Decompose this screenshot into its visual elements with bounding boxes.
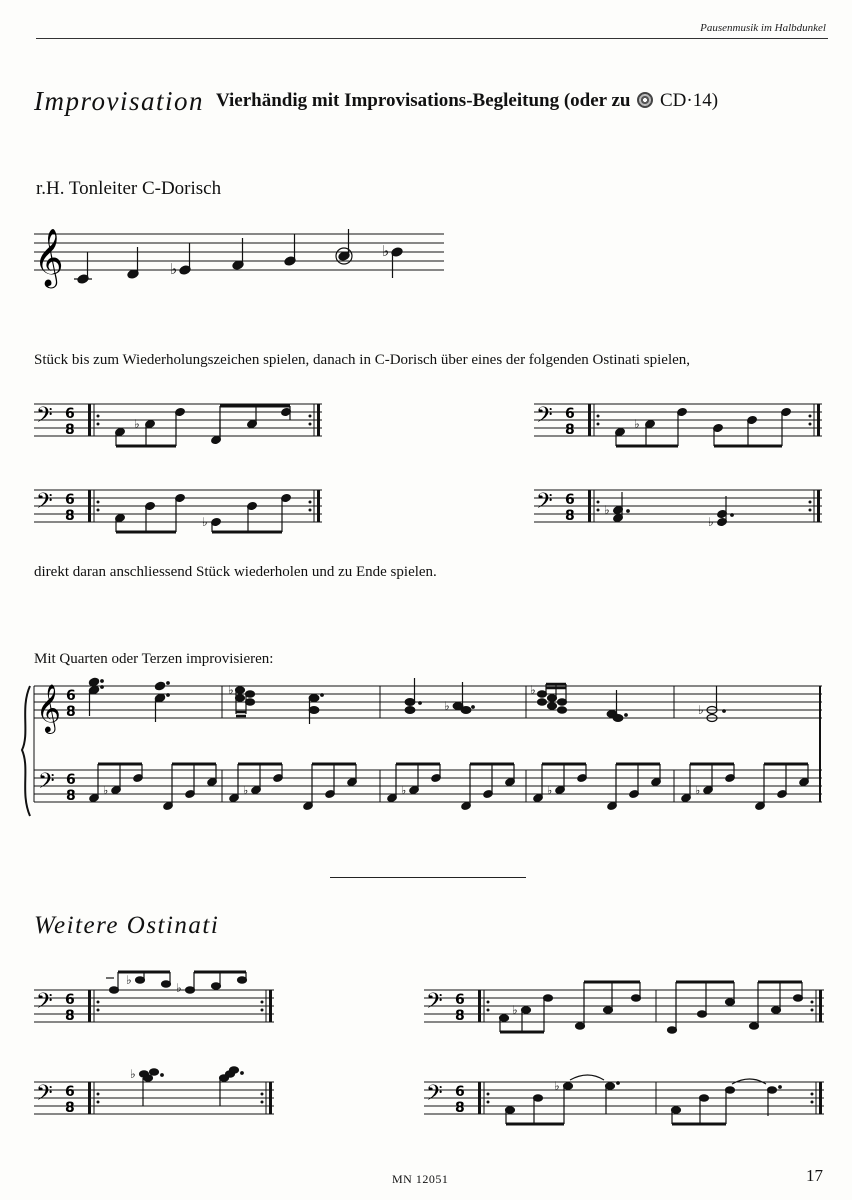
scale-staff — [30, 222, 450, 292]
flat-icon: ♭ — [382, 242, 390, 260]
running-title: Pausenmusik im Halbdunkel — [700, 22, 826, 34]
svg-text:♭: ♭ — [134, 417, 140, 431]
example-heading: Mit Quarten oder Terzen improvisieren: — [34, 651, 274, 667]
time-signature: 8 — [65, 1100, 75, 1116]
bass-clef-icon: 𝄢 — [36, 1081, 53, 1111]
ostinato-staff — [530, 486, 830, 536]
time-signature: 6 — [455, 1084, 465, 1100]
brace-icon — [22, 686, 30, 816]
svg-text:♭: ♭ — [530, 683, 536, 697]
ostinato-staff — [420, 986, 830, 1036]
time-signature: 8 — [66, 704, 76, 720]
time-signature: 6 — [455, 992, 465, 1008]
instruction-after: direkt daran anschliessend Stück wiederholen und zu Ende spielen. — [34, 564, 437, 580]
time-signature: 8 — [565, 422, 575, 438]
time-signature: 8 — [65, 422, 75, 438]
time-signature: 8 — [65, 508, 75, 524]
section-title-improvisation: Improvisation — [34, 86, 204, 116]
time-signature: 6 — [65, 1084, 75, 1100]
bass-clef-icon: 𝄢 — [536, 489, 553, 519]
bass-clef-icon: 𝄢 — [36, 403, 53, 433]
svg-text:♭: ♭ — [634, 417, 640, 431]
improvisation-subtitle — [216, 90, 718, 112]
flat-icon: ♭ — [547, 785, 553, 797]
ostinato-staff — [30, 486, 330, 536]
time-signature: 6 — [66, 772, 76, 788]
page-number: 17 — [806, 1166, 823, 1185]
flat-icon: ♭ — [170, 260, 178, 278]
time-signature: 8 — [565, 508, 575, 524]
subtitle-main: Vierhändig mit Improvisations-Begleitung (oder zu — [216, 90, 631, 111]
bass-clef-icon: 𝄢 — [536, 403, 553, 433]
svg-text:♭: ♭ — [604, 503, 610, 517]
bass-clef-icon: 𝄢 — [36, 489, 53, 519]
time-signature: 6 — [65, 492, 75, 508]
treble-clef-icon: 𝄞 — [36, 683, 61, 732]
flat-icon: ♭ — [103, 785, 109, 797]
bass-clef-icon: 𝄢 — [426, 989, 443, 1019]
svg-text:♭: ♭ — [202, 515, 208, 529]
section-title-weitere: Weitere Ostinati — [34, 912, 220, 939]
svg-text:♭: ♭ — [708, 515, 714, 529]
ostinato-staff — [420, 1078, 830, 1128]
flat-icon: ♭ — [401, 785, 407, 797]
flat-icon: ♭ — [243, 785, 249, 797]
ostinato-staff — [30, 1067, 280, 1128]
time-signature: 6 — [65, 406, 75, 422]
svg-text:♭: ♭ — [126, 973, 132, 987]
treble-clef-icon: 𝄞 — [34, 228, 64, 286]
section-divider — [330, 877, 526, 878]
svg-text:♭: ♭ — [444, 699, 450, 713]
time-signature: 6 — [66, 688, 76, 704]
ostinato-staff — [30, 973, 280, 1036]
svg-text:♭: ♭ — [554, 1079, 560, 1093]
bass-clef-icon: 𝄢 — [38, 769, 55, 799]
svg-text:♭: ♭ — [698, 703, 704, 717]
time-signature: 8 — [66, 788, 76, 804]
time-signature: 8 — [65, 1008, 75, 1024]
time-signature: 6 — [565, 406, 575, 422]
catalog-number: MN 12051 — [392, 1172, 449, 1186]
scale-heading: r.H. Tonleiter C-Dorisch — [36, 178, 222, 199]
bass-clef-icon: 𝄢 — [426, 1081, 443, 1111]
cd-icon — [637, 92, 653, 108]
time-signature: 8 — [455, 1008, 465, 1024]
svg-text:♭: ♭ — [512, 1003, 518, 1017]
time-signature: 8 — [455, 1100, 465, 1116]
flat-icon: ♭ — [695, 785, 701, 797]
subtitle-cd: CD·14) — [660, 90, 719, 111]
bass-clef-icon: 𝄢 — [36, 989, 53, 1019]
ostinato-staff — [530, 400, 830, 450]
instruction-before: Stück bis zum Wiederholungszeichen spielen, danach in C-Dorisch über eines der folgenden Ostinati spielen, — [34, 352, 691, 368]
time-signature: 6 — [65, 992, 75, 1008]
header-rule — [36, 38, 828, 39]
time-signature: 6 — [565, 492, 575, 508]
svg-text:♭: ♭ — [176, 981, 182, 995]
ostinato-staff — [30, 400, 330, 450]
svg-text:♭: ♭ — [228, 683, 234, 697]
grand-staff-example — [18, 678, 828, 838]
svg-text:♭: ♭ — [130, 1067, 136, 1081]
